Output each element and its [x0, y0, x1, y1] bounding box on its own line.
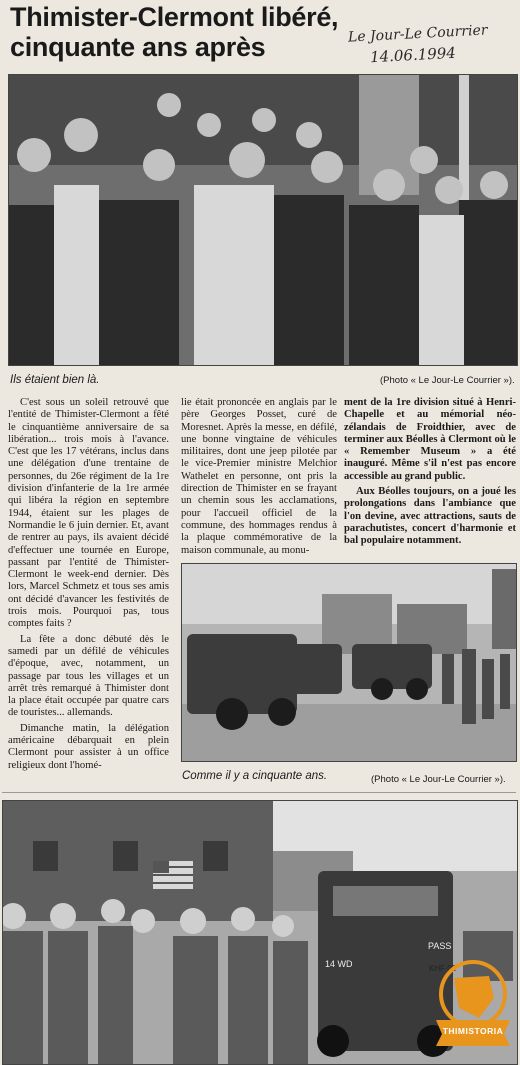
caption-middle: Comme il y a cinquante ans.: [182, 770, 328, 782]
thimistoria-logo: [434, 958, 512, 1048]
photo-jeeps: [181, 563, 517, 762]
truck-pass-sign: PASS: [428, 941, 452, 951]
photo-veterans: [8, 74, 518, 366]
divider: [2, 792, 516, 793]
paragraph: La fête a donc débuté dès le samedi par un défilé de véhicules d'époque, avec, notamment, un passage par tous les villages et un arrêt très remarqué à Thimister dont la place était occupée par quatre cars de touristes... allemands.: [8, 633, 169, 719]
logo-label: THIMISTORIA: [442, 1026, 504, 1036]
handwritten-source: Le Jour-Le Courrier: [347, 22, 488, 46]
paragraph: lie était prononcée en anglais par le père Georges Posset, curé de Moresnet. Après la messe, en défilé, une bonne vingtaine de véhicules militaires, dont une jeep pilotée par le vice-Premier ministre Melchior Wathelet en personne, ont pris la direction de Thimister en se frayant un chemin sous les acclamations, pour l'accueil officiel de la commune, des hommages rendus à la plaque commémorative de la maison communale, au monu-: [181, 397, 337, 556]
truck-plate-number: 14 WD: [325, 959, 353, 969]
article-column-1: [8, 397, 169, 772]
credit-top: (Photo « Le Jour-Le Courrier »).: [380, 375, 515, 386]
headline: Thimister-Clermont libéré, cinquante ans après: [10, 2, 339, 62]
paragraph: C'est sous un soleil retrouvé que l'entité de Thimister-Clermont a fêté le cinquantième anniversaire de sa libération... trois mois à l'avance. C'est que les 17 vétérans, inclus dans une délégation d'une trentaine de personnes, du 26e régiment de la 1re division d'infanterie de la 1re armée qui libéra la région en septembre 1944, étaient sur les plages de Normandie le 6 juin dernier. Et, avant de rentrer au pays, ils avaient décidé d'effectuer une tournée en Europe, passant par l'entité de Thimister-Clermont le week-end dernier. Dès lors, Marcel Schmetz et tous ses amis ont décidé d'avancer les festivités de trois mois. Pourquoi pas, tous comptes faits ?: [8, 397, 169, 630]
article-column-3: [344, 397, 516, 548]
paragraph: ment de la 1re division situé à Henri-Chapelle et au mémorial néo-zélandais de Froidthier, avec de terminer aux Béolles à Clermont où le « Remember Museum » a été inauguré. Même s'il n'est pas encore accessible au grand public.: [344, 397, 516, 482]
paragraph: Aux Béolles toujours, on a joué les prolongations dans l'ambiance que l'on devine, avec attractions, sauts de parachutistes, concert d'harmonie et bal populaire notamment.: [344, 486, 516, 547]
credit-middle: (Photo « Le Jour-Le Courrier »).: [371, 774, 506, 785]
paragraph: Dimanche matin, la délégation américaine débarquait en plein Clermont pour assister à un office religieux dont l'homé-: [8, 722, 169, 771]
article-column-2: [181, 397, 337, 557]
truck-registration: KHF 02: [429, 964, 457, 973]
handwritten-date: 14.06.1994: [369, 43, 457, 67]
caption-top: Ils étaient bien là.: [10, 374, 100, 386]
